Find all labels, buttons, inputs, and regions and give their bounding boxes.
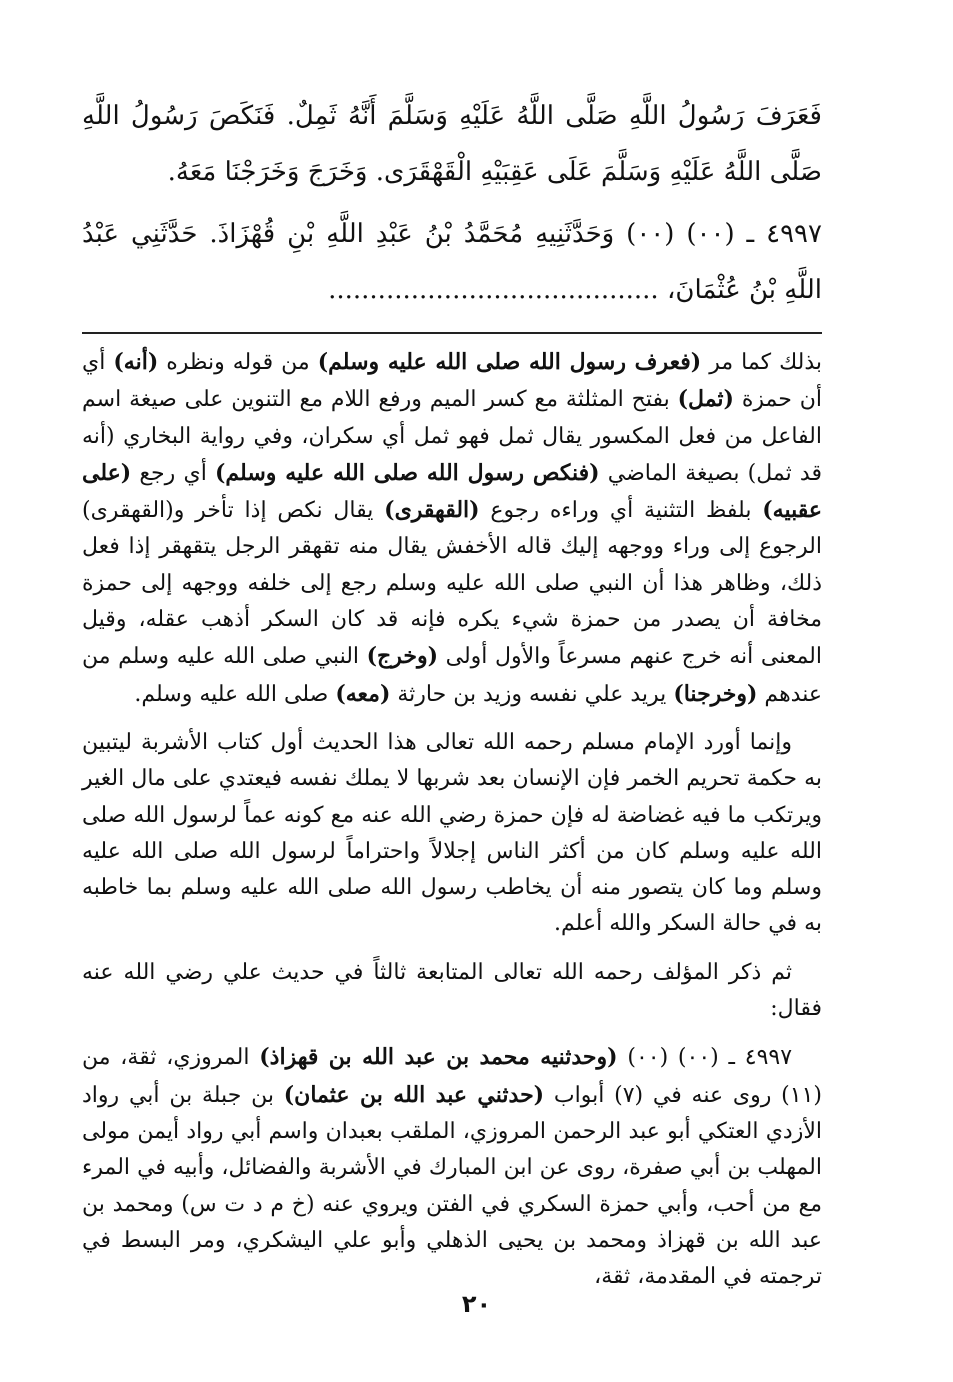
- commentary-text-run: ٤٩٩٧ ـ (٠٠) (٠٠): [617, 1045, 793, 1071]
- commentary-text: [82, 344, 822, 1295]
- commentary-text-run: أي أن حمزة: [82, 350, 822, 413]
- commentary-paragraph-4: [82, 1039, 822, 1295]
- commentary-text-run: أي رجع: [131, 460, 215, 486]
- commentary-text-run: النبي صلى الله عليه وسلم من عندهم: [82, 644, 822, 707]
- quoted-phrase: (أنه): [113, 349, 159, 375]
- commentary-text-run: من قوله ونظره: [158, 350, 318, 375]
- commentary-text-run: صلى الله عليه وسلم.: [134, 681, 336, 707]
- quoted-phrase: (وخرجنا): [673, 680, 758, 707]
- quoted-phrase: (فنكص رسول الله صلى الله عليه وسلم): [215, 459, 600, 486]
- hadith-paragraph-2: [82, 206, 822, 318]
- quoted-phrase: (ثمل): [677, 386, 734, 413]
- quoted-phrase: (القهقرى): [384, 497, 480, 524]
- quoted-phrase: (وخرج): [366, 643, 439, 670]
- hadith-text: [82, 88, 822, 318]
- commentary-text-run: يريد علي نفسه وزيد بن حارثة: [390, 681, 674, 707]
- commentary-text-run: المروزي، ثقة، من (١١) روى عنه في (٧) أبواب: [82, 1045, 822, 1108]
- quoted-phrase: (على عقبيه): [82, 459, 823, 524]
- ellipsis-dots: ........................................: [328, 275, 659, 305]
- commentary-paragraph-2: وإنما أورد الإمام مسلم رحمه الله تعالى هذا الحديث أول كتاب الأشربة ليتبين به حكمة تحريم الخمر فإن الإنسان بعد شربها لا يملك نفسه فيعتدي على مال الغير ويرتكب ما فيه غضاضة له فإن حمزة رضي الله عنه مع كونه عماً لرسول الله صلى الله عليه وسلم كان من أكثر الناس إجلالاً واحتراماً لرسول الله صلى الله عليه وسلم وما كان يتصور منه أن يخاطب رسول الله صلى الله عليه وسلم بما خاطبه به في حالة السكر والله أعلم.: [82, 729, 822, 937]
- commentary-text-run: بن جبلة بن أبي رواد الأزدي العتكي أبو عبد الرحمن المروزي، الملقب بعبدان واسم أبي رواد أيمن مولى المهلب بن أبي صفرة، روى عن ابن المبارك في الأشربة والفضائل، وأبيه في المرء مع من أحب، وأبي حمزة السكري في الفتن ويروي عنه (خ م د ت س) ومحمد بن عبد الله بن قهزاذ ومحمد بن يحيى الذهلي وأبو علي اليشكري، ومر البسط في ترجمته في المقدمة، ثقة،: [82, 1082, 822, 1290]
- hadith-paragraph-1: فَعَرَفَ رَسُولُ اللَّهِ صَلَّى اللَّهُ عَلَيْهِ وَسَلَّمَ أَنَّهُ ثَمِلٌ. فَنَكَصَ رَسُولُ اللَّهِ صَلَّى اللَّهُ عَلَيْهِ وَسَلَّمَ عَلَى عَقِبَيْهِ الْقَهْقَرَى. وَخَرَجَ وَخَرَجْنَا مَعَهُ.: [82, 101, 822, 187]
- page-number: ٢٠: [461, 1290, 492, 1318]
- quoted-phrase: (وحدثنيه محمد بن عبد الله بن قهزاذ): [259, 1044, 618, 1071]
- footnote-separator: [82, 332, 822, 334]
- commentary-text-run: بفتح المثلثة مع كسر الميم ورفع اللام مع التنوين على صيغة اسم الفاعل من فعل المكسور يقال ثمل فهو ثمل أي سكران، وفي رواية البخاري (أنه قد ثمل) بصيغة الماضي: [82, 387, 822, 486]
- book-page: [82, 88, 822, 1295]
- quoted-phrase: (فعرف رسول الله صلى الله عليه وسلم): [317, 349, 702, 375]
- commentary-text-run: بذلك كما مر: [701, 350, 823, 375]
- commentary-text-run: يقال نكص إذا تأخر و(القهقرى) الرجوع إلى وراء ووجهه إليك قاله الأخفش يقال منه تقهقر الرجل يتقهقر إذا فعل ذلك، وظاهر هذا أن النبي صلى الله عليه وسلم رجع إلى خلفه ووجهه إلى حمزة مخافة أن يصدر من حمزة شيء يكره فإنه قد كان السكر أذهب عقله، وقيل المعنى أنه خرج عنهم مسرعاً والأول أولى: [82, 498, 822, 670]
- quoted-phrase: (معه): [335, 680, 391, 707]
- commentary-paragraph-1: [82, 344, 822, 713]
- commentary-text-run: بلفظ التثنية أي وراءه رجوع: [479, 498, 763, 524]
- commentary-paragraph-3: ثم ذكر المؤلف رحمه الله تعالى المتابعة ثالثاً في حديث علي رضي الله عنه فقال:: [82, 959, 822, 1022]
- hadith-isnad: ٤٩٩٧ ـ (٠٠) (٠٠) وَحَدَّثَنِيهِ مُحَمَّدُ بْنُ عَبْدِ اللَّهِ بْنِ قُهْزَاذَ. حَدَّثَنِي عَبْدُ اللَّهِ بْنُ عُثْمَانَ،: [82, 219, 822, 305]
- quoted-phrase: (حدثني عبد الله بن عثمان): [283, 1081, 545, 1108]
